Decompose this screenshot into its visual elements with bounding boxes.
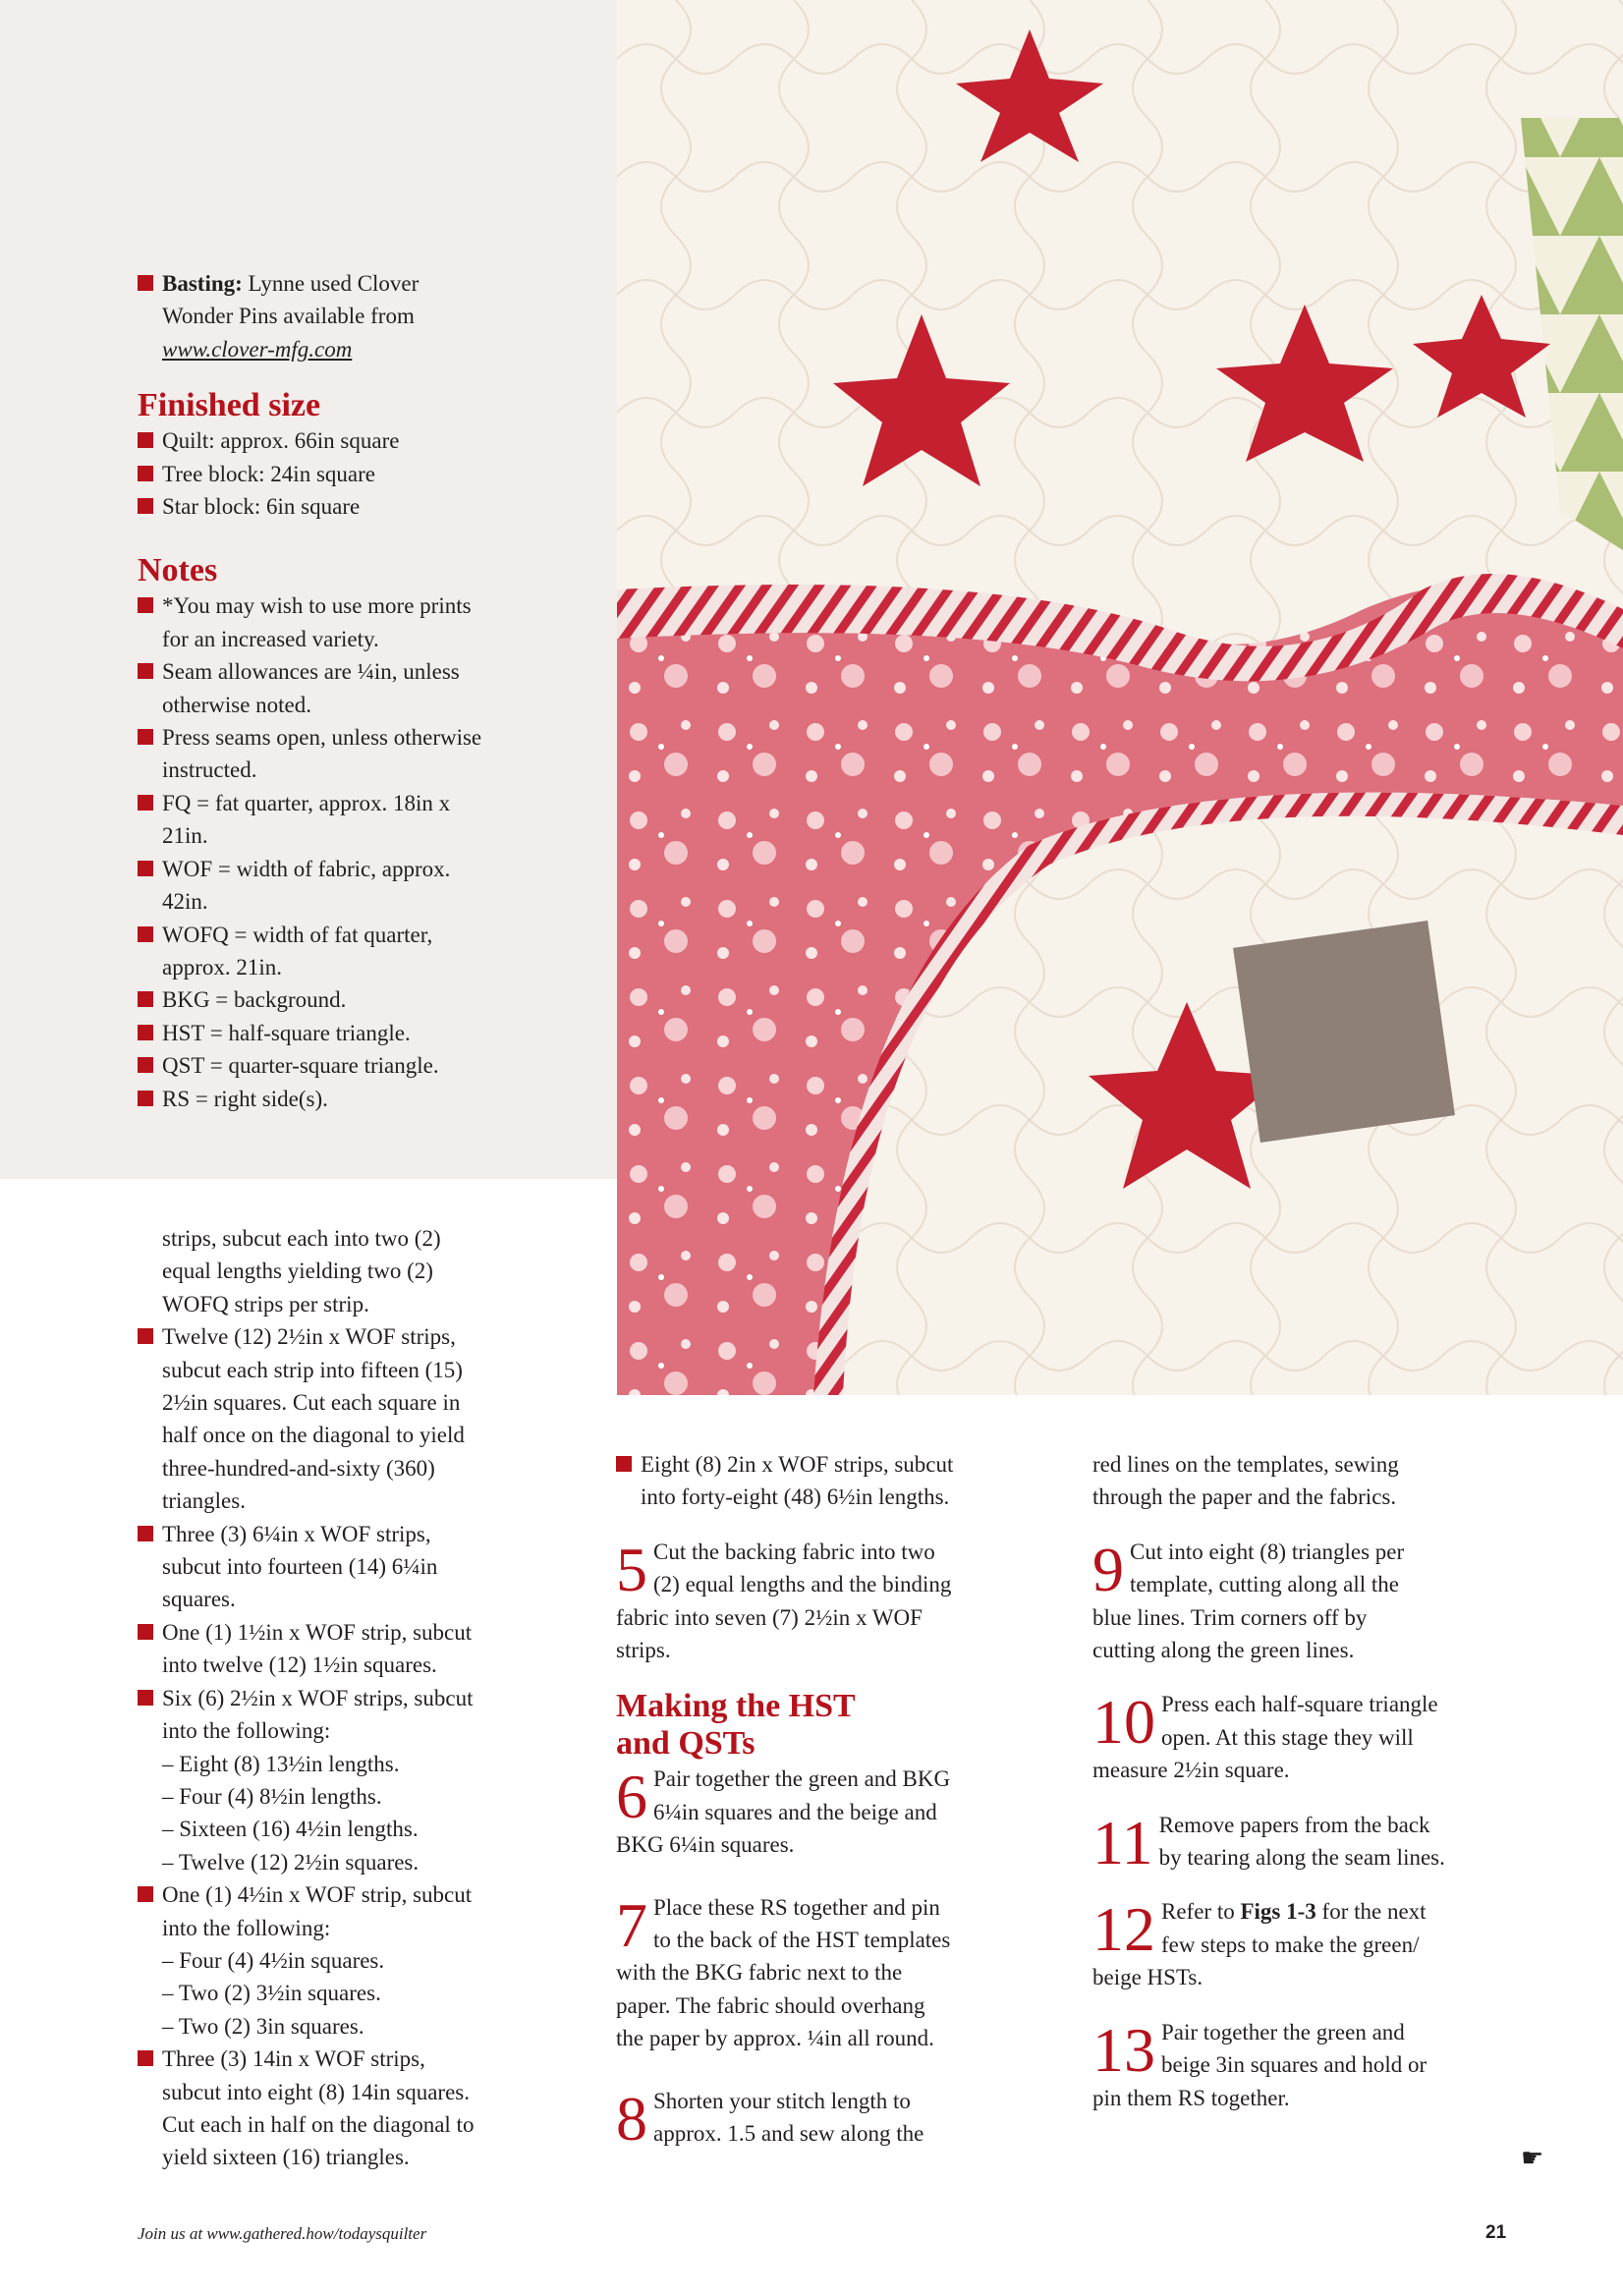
step-text: beige HSTs. — [1092, 1965, 1203, 1990]
finished-item: Star block: 6in square — [138, 490, 599, 523]
note-item: HST = half-square triangle. — [138, 1017, 599, 1049]
step-text: through the paper and the fabrics. — [1092, 1484, 1397, 1510]
note-item: *You may wish to use more prints — [138, 589, 599, 622]
step-text: fabric into seven (7) 2½in x WOF — [616, 1604, 923, 1630]
note-item: RS = right side(s). — [138, 1083, 599, 1115]
cutting-item-cont: – Twelve (12) 2½in squares. — [162, 1849, 420, 1875]
cutting-item-cont: into twelve (12) 1½in squares. — [162, 1652, 437, 1678]
step-text: beige 3in squares and hold or — [1161, 2052, 1427, 2078]
sidebar — [138, 267, 599, 1115]
basting-label: Basting: — [162, 271, 243, 296]
quilt-photo — [617, 0, 1623, 1395]
cutting-item: Six (6) 2½in x WOF strips, subcut — [138, 1682, 599, 1714]
cutting-item: Twelve (12) 2½in x WOF strips, — [138, 1320, 599, 1353]
cutting-item-cont: – Four (4) 8½in lengths. — [162, 1783, 382, 1809]
note-item-cont: for an increased variety. — [162, 626, 379, 651]
cutting-item-cont: subcut each strip into fifteen (15) — [162, 1357, 463, 1382]
step-13 — [1092, 2016, 1525, 2114]
step-text: pin them RS together. — [1092, 2085, 1290, 2110]
cutting-item-cont: Cut each in half on the diagonal to — [162, 2111, 475, 2137]
step-8 — [616, 2083, 1048, 2154]
instructions-column-3 — [1092, 1448, 1525, 2114]
cutting-item-cont: half once on the diagonal to yield — [162, 1423, 465, 1448]
cutting-item-cont: WOFQ strips per strip. — [162, 1291, 369, 1316]
step-text: the paper by approx. ¼in all round. — [616, 2026, 934, 2051]
cutting-item: One (1) 1½in x WOF strip, subcut — [138, 1616, 599, 1649]
step-number: 13 — [1092, 2014, 1155, 2085]
step-number: 10 — [1092, 1687, 1155, 1758]
step-number: 6 — [616, 1762, 647, 1832]
note-item-cont: instructed. — [162, 757, 257, 783]
footer-website[interactable]: Join us at www.gathered.how/todaysquilter — [138, 2224, 427, 2243]
section-heading-line: and QSTs — [616, 1725, 756, 1763]
pointing-hand-icon: ☛ — [1521, 2144, 1544, 2172]
cutting-item-cont: – Four (4) 4½in squares. — [162, 1947, 385, 1973]
step-12 — [1092, 1895, 1525, 1993]
step-10 — [1092, 1688, 1525, 1786]
cutting-item-cont: squares. — [162, 1587, 236, 1612]
figure-reference: Figs 1-3 — [1240, 1899, 1316, 1925]
note-item-cont: 42in. — [162, 889, 208, 915]
notes-heading: Notes — [138, 552, 218, 589]
step-text: to the back of the HST templates — [653, 1928, 951, 1953]
step-number: 9 — [1092, 1534, 1124, 1604]
cutting-item-cont: – Sixteen (16) 4½in lengths. — [162, 1817, 419, 1842]
cutting-item-cont: yield sixteen (16) triangles. — [162, 2145, 410, 2170]
step-text: BKG 6¼in squares. — [616, 1832, 795, 1858]
cutting-item-cont: into the following: — [162, 1718, 331, 1744]
basting-text: Lynne used Clover — [242, 271, 420, 296]
step-text: cutting along the green lines. — [1092, 1638, 1355, 1663]
step-text-part: for the next — [1315, 1899, 1427, 1925]
step-text: strips. — [616, 1638, 671, 1663]
step-text: by tearing along the seam lines. — [1158, 1845, 1445, 1871]
list-item-cont: into forty-eight (48) 6½in lengths. — [641, 1484, 950, 1510]
cutting-item-cont: subcut into fourteen (14) 6¼in — [162, 1554, 438, 1580]
step-text: with the BKG fabric next to the — [616, 1960, 903, 1986]
step-11 — [1092, 1809, 1525, 1875]
note-item-cont: otherwise noted. — [162, 692, 312, 717]
note-item: WOF = width of fabric, approx. — [138, 853, 599, 885]
cutting-item: Three (3) 14in x WOF strips, — [138, 2043, 599, 2075]
step-number: 11 — [1092, 1807, 1153, 1877]
cutting-item-cont: – Two (2) 3in squares. — [162, 2013, 364, 2039]
list-item: Eight (8) 2in x WOF strips, subcut — [616, 1448, 1048, 1481]
note-item-cont: 21in. — [162, 823, 208, 849]
step-text-part: Refer to — [1161, 1899, 1241, 1925]
step-text: template, cutting along all the — [1130, 1572, 1400, 1597]
step-text: Place these RS together and pin — [653, 1894, 940, 1920]
step-7 — [616, 1891, 1048, 2055]
step-text: open. At this stage they will — [1161, 1724, 1414, 1750]
instructions-column-2 — [616, 1448, 1048, 2154]
note-item: WOFQ = width of fat quarter, — [138, 919, 599, 951]
step-text: red lines on the templates, sewing — [1092, 1452, 1399, 1477]
cutting-item-cont: strips, subcut each into two (2) — [162, 1226, 441, 1251]
step-text — [1092, 1895, 1525, 1928]
note-item: Press seams open, unless otherwise — [138, 721, 599, 754]
section-heading — [616, 1688, 1048, 1763]
step-text: paper. The fabric should overhang — [616, 1992, 925, 2018]
step-text: Remove papers from the back — [1158, 1812, 1430, 1837]
finished-item: Tree block: 24in square — [138, 458, 599, 490]
step-text: Pair together the green and BKG — [653, 1766, 951, 1792]
note-item: QST = quarter-square triangle. — [138, 1049, 599, 1082]
cutting-item: One (1) 4½in x WOF strip, subcut — [138, 1878, 599, 1911]
note-item: BKG = background. — [138, 983, 599, 1016]
step-text: blue lines. Trim corners off by — [1092, 1604, 1368, 1630]
note-item: Seam allowances are ¼in, unless — [138, 655, 599, 688]
cutting-item: Three (3) 6¼in x WOF strips, — [138, 1518, 599, 1550]
step-text: measure 2½in square. — [1092, 1758, 1290, 1783]
page-number: 21 — [1485, 2222, 1507, 2243]
finished-item: Quilt: approx. 66in square — [138, 424, 599, 457]
step-text: approx. 1.5 and sew along the — [653, 2121, 924, 2147]
finished-size-heading: Finished size — [138, 387, 321, 424]
step-text: few steps to make the green/ — [1161, 1932, 1420, 1957]
step-number: 5 — [616, 1534, 647, 1604]
section-heading-line: Making the HST — [616, 1688, 856, 1725]
clover-link[interactable]: www.clover-mfg.com — [162, 336, 353, 362]
step-number: 12 — [1092, 1894, 1155, 1965]
step-5 — [616, 1536, 1048, 1667]
step-number: 7 — [616, 1889, 647, 1960]
cutting-item-cont: triangles. — [162, 1488, 246, 1514]
notes-list — [138, 589, 599, 1115]
step-text: Pair together the green and — [1161, 2019, 1405, 2044]
step-text: Cut into eight (8) triangles per — [1130, 1539, 1405, 1564]
basting-text-2: Wonder Pins available from — [162, 304, 415, 329]
cutting-item-cont: three-hundred-and-sixty (360) — [162, 1455, 435, 1481]
cutting-item-cont: – Two (2) 3½in squares. — [162, 1981, 381, 2006]
cutting-item-cont: 2½in squares. Cut each square in — [162, 1390, 461, 1416]
cutting-item-cont: subcut into eight (8) 14in squares. — [162, 2079, 471, 2104]
cutting-item-cont: into the following: — [162, 1915, 331, 1940]
cutting-item-cont: equal lengths yielding two (2) — [162, 1259, 433, 1284]
step-text: (2) equal lengths and the binding — [653, 1572, 952, 1597]
cutting-item-cont: – Eight (8) 13½in lengths. — [162, 1751, 400, 1776]
step-9 — [1092, 1536, 1525, 1667]
note-item-cont: approx. 21in. — [162, 954, 283, 980]
step-text: Shorten your stitch length to — [653, 2088, 911, 2113]
step-text: 6¼in squares and the beige and — [653, 1799, 937, 1824]
step-number: 8 — [616, 2083, 647, 2154]
note-item: FQ = fat quarter, approx. 18in x — [138, 787, 599, 819]
step-text: Press each half-square triangle — [1161, 1692, 1438, 1717]
step-6 — [616, 1763, 1048, 1861]
cutting-list-column — [138, 1222, 599, 2174]
step-text: Cut the backing fabric into two — [653, 1539, 935, 1564]
basting-item — [138, 267, 599, 300]
